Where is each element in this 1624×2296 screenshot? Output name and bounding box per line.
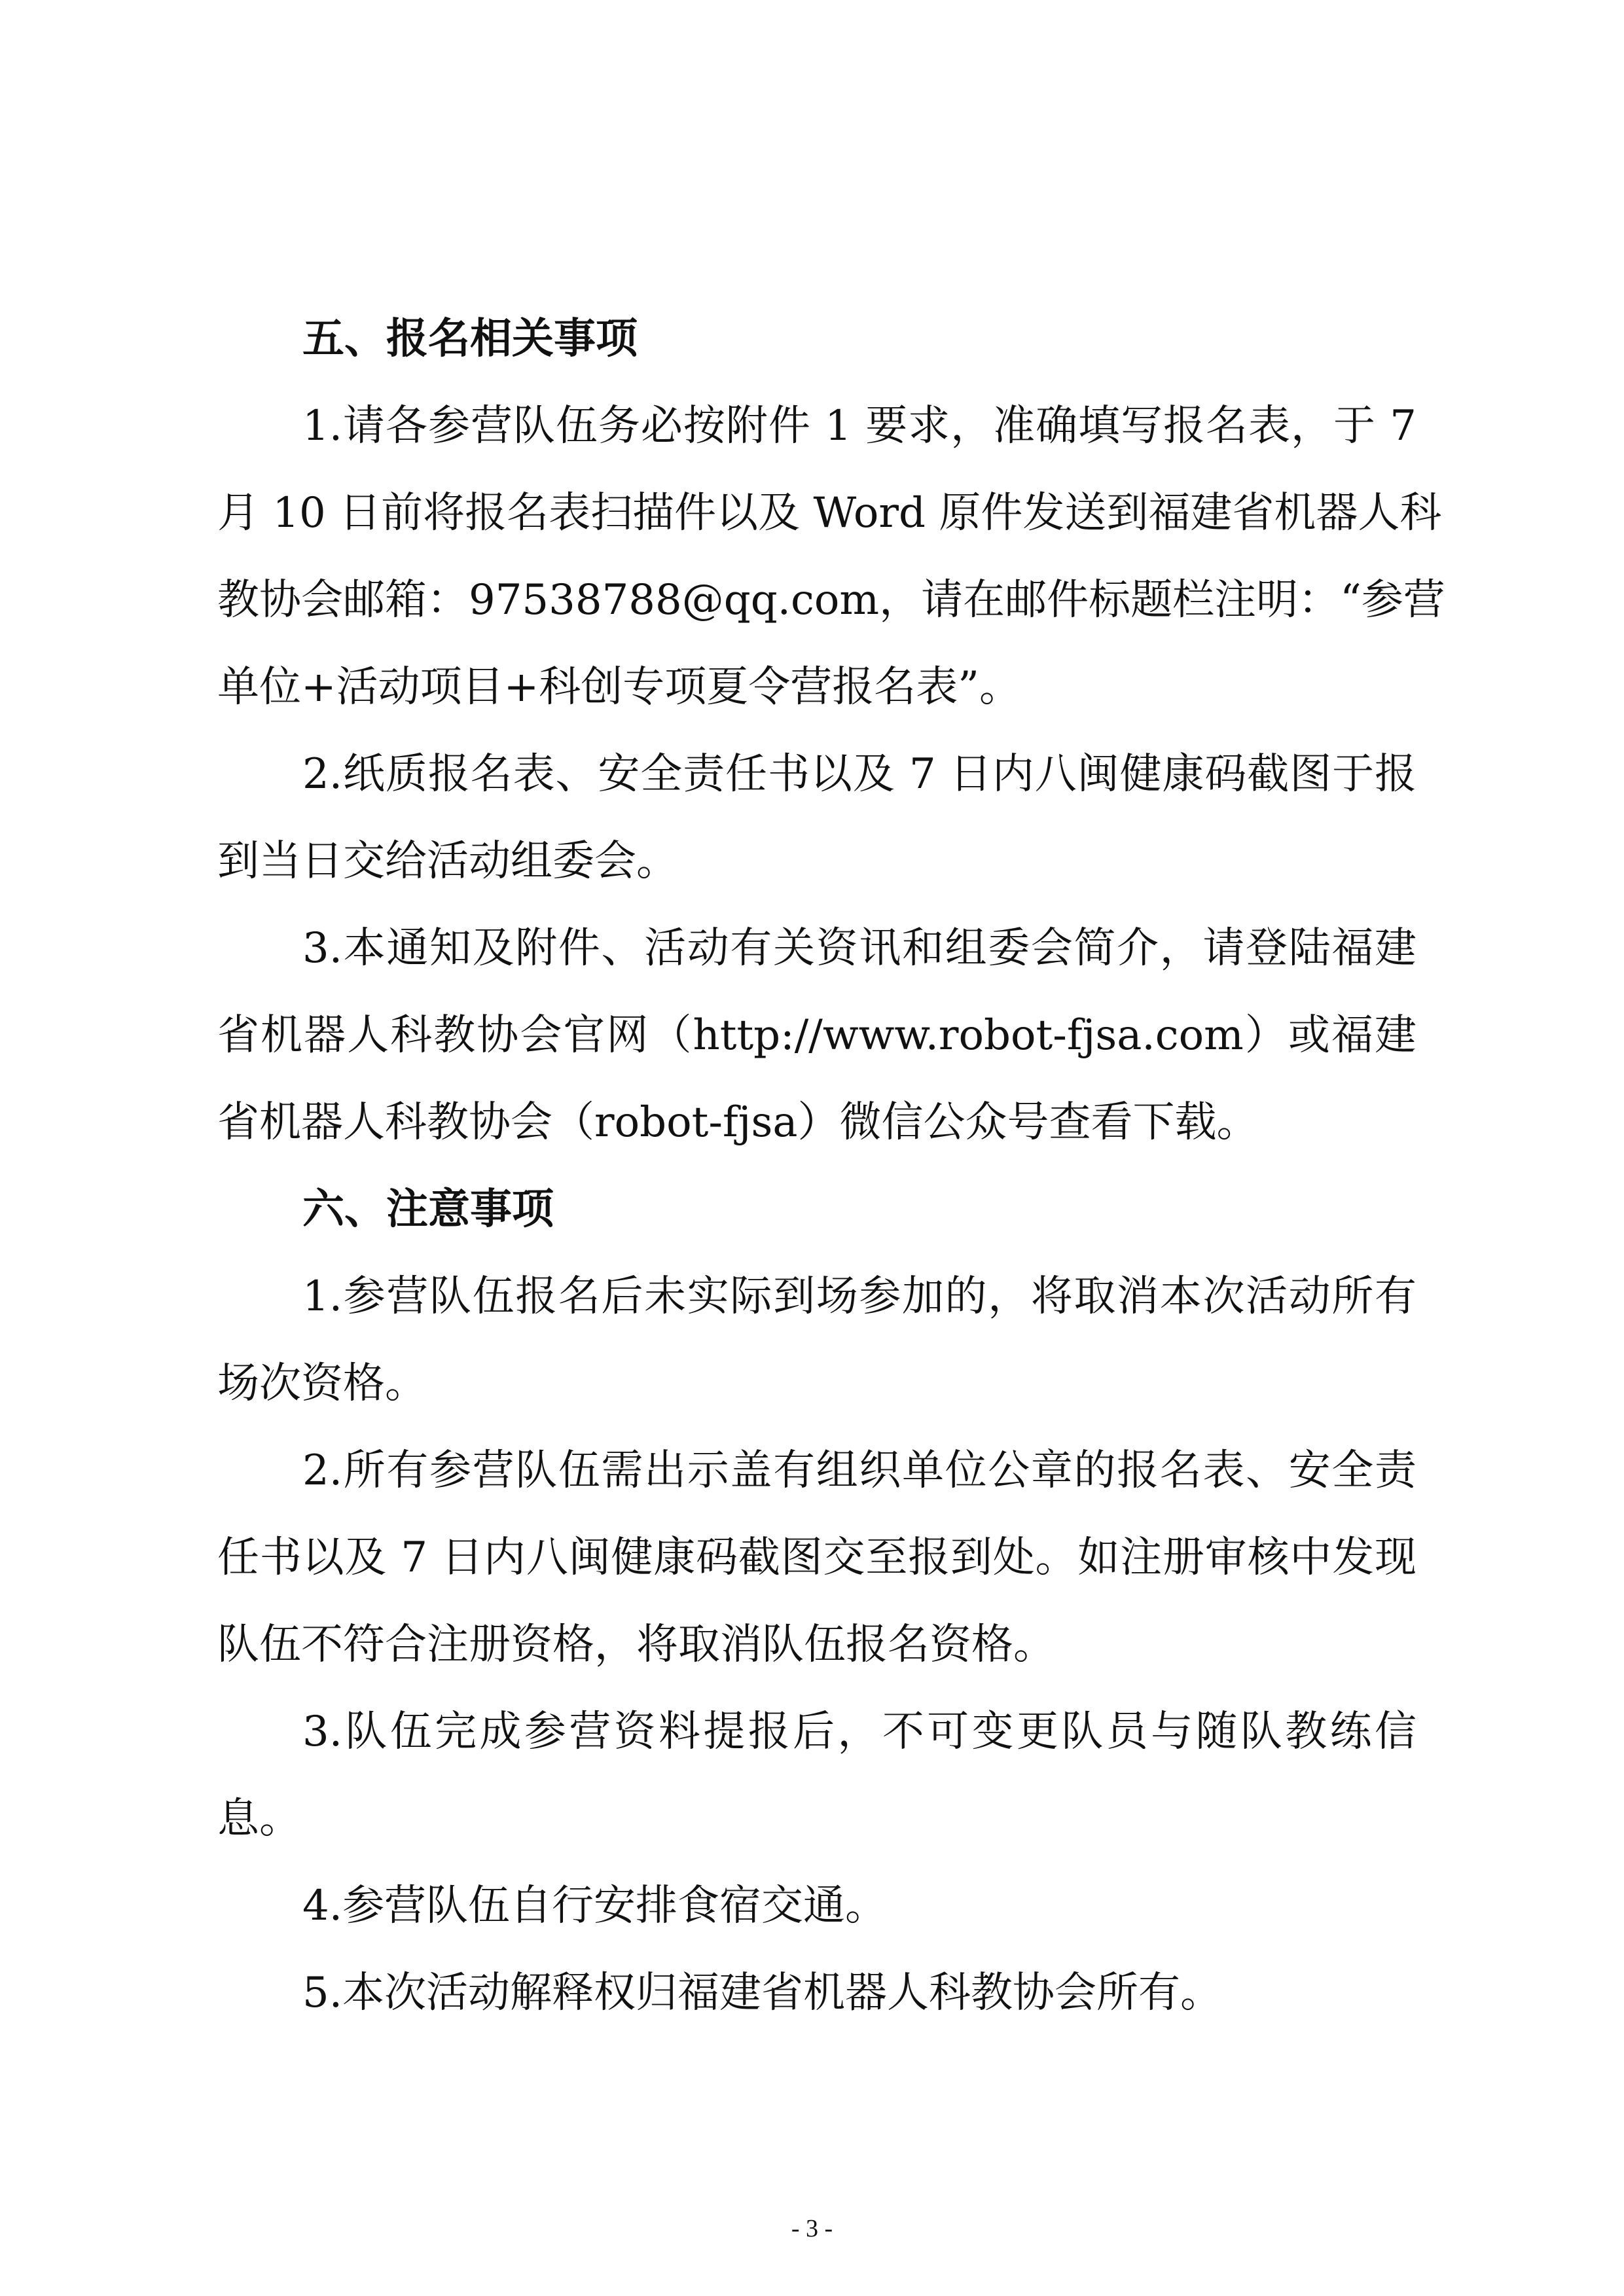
notes-item-4: [217, 1863, 1416, 1950]
text-line: 队伍不符合注册资格，将取消队伍报名资格。: [217, 1621, 1055, 1669]
text-line: 4.参营队伍自行安排食宿交通。: [302, 1882, 888, 1930]
registration-item-3: [217, 905, 1416, 1166]
text-line: 息。: [217, 1795, 301, 1843]
text-line: 省机器人科教协会（robot-fjsa）微信公众号查看下载。: [217, 1098, 1259, 1147]
notes-item-2: [217, 1427, 1416, 1689]
text-line: 到当日交给活动组委会。: [217, 837, 678, 886]
text-line: 省机器人科教协会官网（http://www.robot-fjsa.com）或福建: [217, 1011, 1416, 1060]
text-line: 2.纸质报名表、安全责任书以及 7 日内八闽健康码截图于报: [302, 750, 1416, 798]
text-line: 任书以及 7 日内八闽健康码截图交至报到处。如注册审核中发现: [217, 1534, 1416, 1582]
text-line: 单位+活动项目+科创专项夏令营报名表”。: [217, 663, 1021, 711]
registration-item-1: [217, 383, 1445, 731]
document-page: [217, 296, 1445, 2037]
text-line: 2.所有参营队伍需出示盖有组织单位公章的报名表、安全责: [302, 1446, 1416, 1495]
section-heading-registration: 五、报名相关事项: [302, 315, 638, 363]
text-line: 场次资格。: [217, 1359, 427, 1408]
text-line: 教协会邮箱：97538788@qq.com，请在邮件标题栏注明：“参营: [217, 576, 1445, 624]
text-line: 3.队伍完成参营资料提报后，不可变更队员与随队教练信: [302, 1708, 1416, 1756]
text-line: 1.请各参营队伍务必按附件 1 要求，准确填写报名表，于 7: [302, 402, 1416, 450]
notes-item-3: [217, 1689, 1416, 1863]
section-heading-notes: 六、注意事项: [302, 1185, 554, 1234]
page-number: - 3 -: [791, 2215, 833, 2242]
registration-item-2: [217, 731, 1416, 905]
text-line: 月 10 日前将报名表扫描件以及 Word 原件发送到福建省机器人科: [217, 489, 1442, 537]
notes-item-5: [217, 1950, 1416, 2037]
text-line: 1.参营队伍报名后未实际到场参加的，将取消本次活动所有: [302, 1272, 1416, 1321]
text-line: 3.本通知及附件、活动有关资讯和组委会简介，请登陆福建: [302, 924, 1416, 973]
notes-item-1: [217, 1253, 1416, 1427]
text-line: 5.本次活动解释权归福建省机器人科教协会所有。: [302, 1969, 1223, 2017]
